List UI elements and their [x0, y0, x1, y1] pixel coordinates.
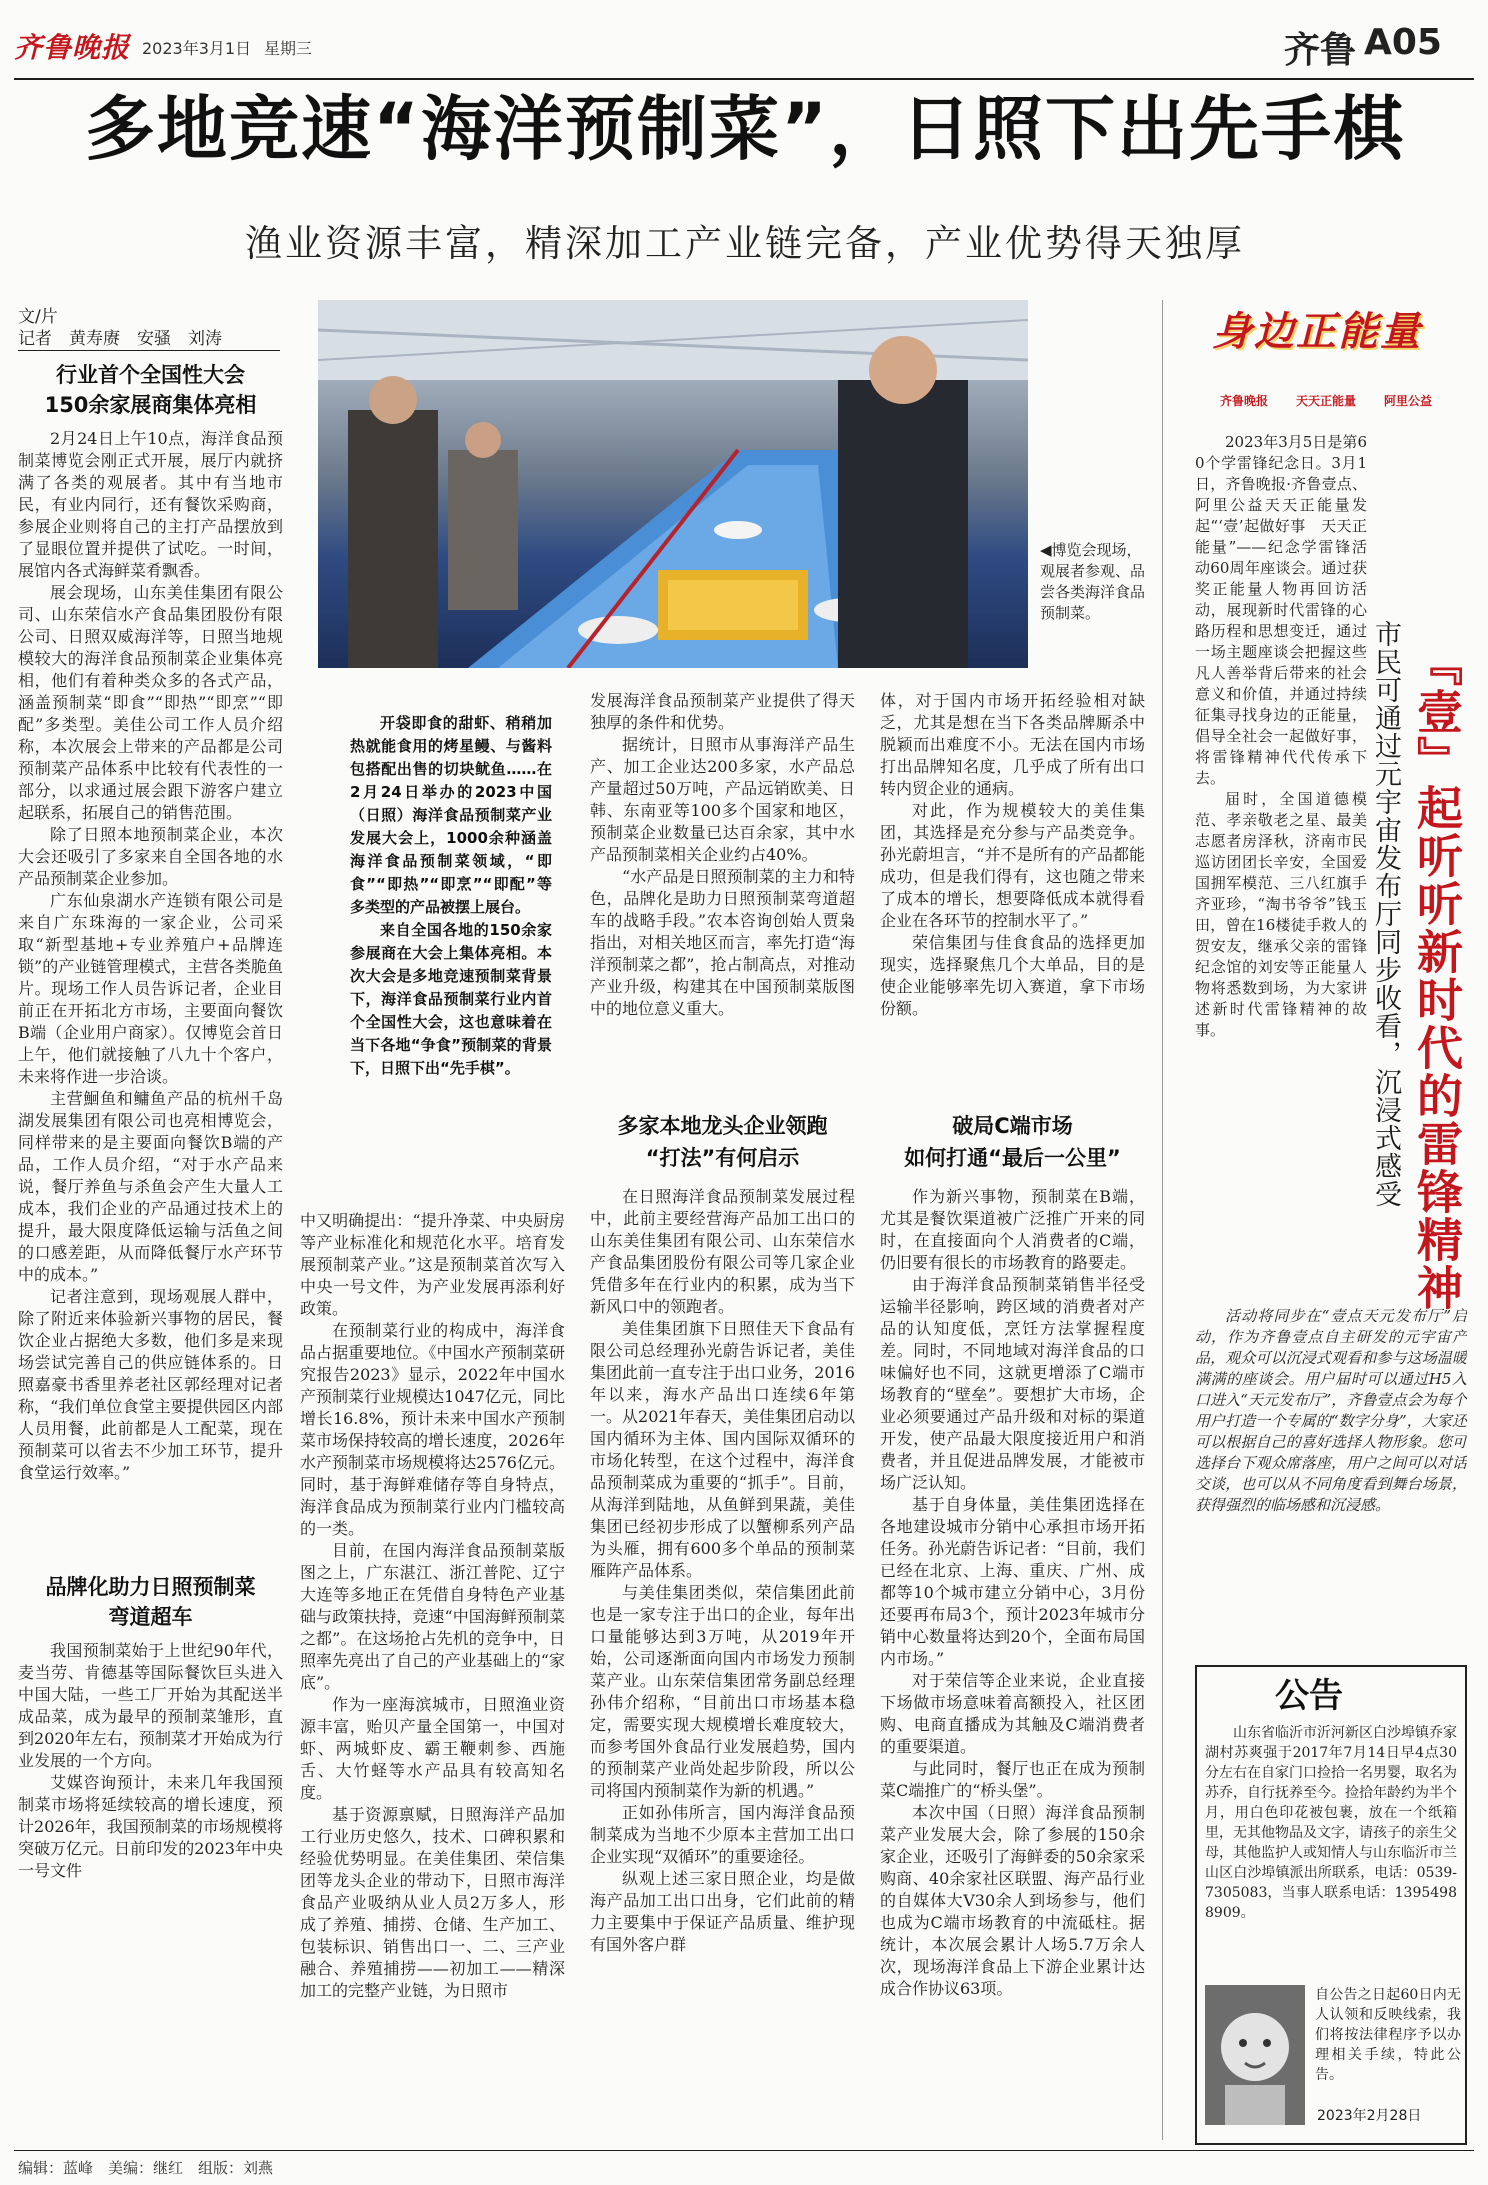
- paragraph: 广东仙泉湖水产连锁有限公司是来自广东珠海的一家企业，公司采取“新型基地+专业养殖户+品牌连锁”的产业链管理模式，主营各类脆鱼片。现场工作人员告诉记者，企业目前正在开拓北方市场，主要面向餐饮B端（企业用户商家）。仅博览会首日上午，他们就接触了八九十个客户，未来将作进一步洽谈。: [18, 891, 283, 1086]
- paragraph: 荣信集团与佳食食品的选择更加现实，选择聚焦几个大单品，目的是使企业能够率先切入赛道，拿下市场份额。: [880, 933, 1145, 1018]
- paragraph: 活动将同步在“壹点天元发布厅”启动，作为齐鲁壹点自主研发的元宇宙产品，观众可以沉浸式观看和参与这场温暖满满的座谈会。用户届时可以通过H5入口进入“天元发布厅”，齐鲁壹点会为每个用户打造一个专属的“数字分身”，大家还可以根据自己的喜好选择人物形象。您可选择台下观众席落座，用户之间可以对话交谈，也可以从不同角度看到舞台场景，获得强烈的临场感和沉浸感。: [1195, 1307, 1467, 1514]
- paragraph: 我国预制菜始于上世纪90年代，麦当劳、肯德基等国际餐饮巨头进入中国大陆，一些工厂开始为其配送半成品菜，成为最早的预制菜雏形，直到2020年左右，预制菜才开始成为行业发展的一个方向。: [18, 1641, 283, 1770]
- paragraph: 主营鮰鱼和鳙鱼产品的杭州千岛湖发展集团有限公司也亮相博览会，同样带来的是主要面向餐饮B端的产品，工作人员介绍，“对于水产品来说，餐厅养鱼与杀鱼会产生大量人工成本，我们企业的产品通过技术上的提升，最大限度降低运输与活鱼之间的口感差距，从而降低餐厅水产环节中的成本。”: [18, 1089, 283, 1284]
- paragraph: 正如孙伟所言，国内海洋食品预制菜成为当地不少原本主营加工出口企业实现“双循环”的重要途径。: [590, 1803, 855, 1866]
- article-text: [590, 1186, 855, 2136]
- paragraph: 目前，在国内海洋食品预制菜版图之上，广东湛江、浙江普陀、辽宁大连等多地正在凭借自身特色产业基础与政策扶持，竞速“中国海鲜预制菜之都”。在这场抢占先机的竞争中，日照率先亮出了自己的产业基础上的“家底”。: [300, 1541, 565, 1692]
- sidebar-text-upper: [1195, 432, 1367, 1308]
- caption-text: ◀博览会现场，观展者参观、品尝各类海洋食品预制菜。: [1040, 541, 1146, 622]
- photo-illustration: [318, 300, 1028, 668]
- article-text: [880, 1186, 1145, 2136]
- paragraph: 美佳集团旗下日照佳天下食品有限公司总经理孙光蔚告诉记者，美佳集团此前一直专注于出口业务，2016年以来，海水产品出口连续6年第一。从2021年春天，美佳集团启动以国内循环为主体、国内国际双循环的市场化转型，在这个过程中，海洋食品预制菜成为重要的“抓手”。目前，从海洋到陆地，从鱼鲜到果蔬，美佳集团已经初步形成了以蟹柳系列产品为头雁，拥有600多个单品的预制菜雁阵产品体系。: [590, 1319, 855, 1580]
- paragraph: 纵观上述三家日照企业，均是做海产品加工出口出身，它们此前的精力主要集中于保证产品质量、维护现有国外客户群: [590, 1869, 855, 1954]
- paragraph: 展会现场，山东美佳集团有限公司、山东荣信水产食品集团股份有限公司、日照双威海洋等，日照当地规模较大的海洋食品预制菜企业集体亮相，他们有着种类众多的各式产品，涵盖预制菜“即食”“即热”“即烹”“即配”多类型。美佳公司工作人员介绍称，本次展会上带来的产品都是公司预制菜产品体系中比较有代表性的一部分，以求通过展会跟下游客户建立起联系，拓展自己的销售范围。: [18, 583, 283, 822]
- paragraph: 对于荣信等企业来说，企业直接下场做市场意味着高额投入，社区团购、电商直播成为其触及C端消费者的重要渠道。: [880, 1671, 1145, 1756]
- sub-headline: 渔业资源丰富，精深加工产业链完备，产业优势得天独厚: [245, 222, 1245, 265]
- section-heading: 破局C端市场 如何打通“最后一公里”: [904, 1114, 1121, 1170]
- notice-paragraph: 山东省临沂市沂河新区白沙埠镇乔家湖村苏爽强于2017年7月14日早4点30分左右在自家门口捡拾一名男婴，取名为苏乔，自行抚养至今。捡拾年龄约为半个月，用白色印花被包裹，放在一个纸箱里，无其他物品及文字，请孩子的亲生父母，其他监护人或知情人与山东临沂市兰山区白沙埠镇派出所联系，电话：0539-7305083，当事人联系电话：13954988909。: [1205, 1725, 1457, 1921]
- lead-box: [300, 672, 562, 1170]
- article-text: [18, 428, 283, 1556]
- byline-reporters: 记者 黄寿赓 安骚 刘涛: [18, 329, 222, 349]
- expo-photo: [318, 300, 1028, 668]
- paragraph: 作为新兴事物，预制菜在B端，尤其是餐饮渠道被广泛推广开来的同时，在直接面向个人消费者的C端，仍旧要有很长的市场教育的路要走。: [880, 1187, 1145, 1272]
- lead-text: [350, 712, 552, 1080]
- notice-title: 公告: [1275, 1676, 1343, 1716]
- paragraph: “水产品是日照预制菜的主力和特色，品牌化是助力日照预制菜弯道超车的战略手段。”农本咨询创始人贾枭指出，对相关地区而言，率先打造“海洋预制菜之都”，抢占制高点，对推动产业升级，构建其在中国预制菜版图中的地位意义重大。: [590, 867, 855, 1018]
- article-text: [880, 690, 1145, 1090]
- child-portrait: [1205, 1985, 1305, 2125]
- footer-credits: 编辑：蓝峰 美编：继红 组版：刘燕: [18, 2159, 274, 2177]
- paragraph: 与此同时，餐厅也正在成为预制菜C端推广的“桥头堡”。: [880, 1759, 1145, 1800]
- masthead: [14, 12, 1474, 72]
- paragraph: 体，对于国内市场开拓经验相对缺乏，尤其是想在当下各类品牌厮杀中脱颖而出难度不小。无法在国内市场打出品牌知名度，几乎成了所有出口转内贸企业的通病。: [880, 691, 1145, 798]
- paragraph: 由于海洋食品预制菜销售半径受运输半径影响，跨区域的消费者对产品的认知度低，烹饪方法掌握程度差。同时，不同地域对海洋食品的口味偏好也不同，这就更增添了C端市场教育的“壁垒”。要想扩大市场，企业必须要通过产品升级和对标的渠道开发，使产品最大限度接近用户和消费者，并且促进品牌发展，才能被市场广泛认知。: [880, 1275, 1145, 1492]
- paragraph: 除了日照本地预制菜企业，本次大会还吸引了多家来自全国各地的水产品预制菜企业参加。: [18, 825, 283, 888]
- notice-text: [1205, 1723, 1457, 1993]
- column-3: [590, 690, 855, 2136]
- paragraph: 基于自身体量，美佳集团选择在各地建设城市分销中心承担市场开拓任务。孙光蔚告诉记者：“目前，我们已经在北京、上海、重庆、广州、成都等10个城市建立分销中心，3月份还要再布局3个，预计2023年城市分销中心数量将达到20个，全面布局国内市场。”: [880, 1495, 1145, 1668]
- paragraph: 对此，作为规模较大的美佳集团，其选择是充分参与产品类竞争。孙光蔚坦言，“并不是所有的产品都能成功，但是我们得有，这也随之带来了成本的增长，想要降低成本就得看企业在各环节的控制水平了。”: [880, 801, 1145, 930]
- section-heading: 行业首个全国性大会 150余家展商集体亮相: [44, 363, 257, 417]
- notice-side-text: [1315, 1985, 1461, 2095]
- section-heading: 品牌化助力日照预制菜 弯道超车: [45, 1575, 256, 1629]
- sidebar-text-lower: [1195, 1306, 1467, 1636]
- paragraph: 艾媒咨询预计，未来几年我国预制菜市场将延续较高的增长速度，预计2026年，我国预制菜的市场规模将突破万亿元。日前印发的2023年中央一号文件: [18, 1773, 283, 1880]
- paragraph: 在预制菜行业的构成中，海洋食品占据重要地位。《中国水产预制菜研究报告2023》显示，2022年中国水产预制菜行业规模达1047亿元，同比增长16.8%，预计未来中国水产预制菜市场保持较高的增长速度，2026年水产预制菜市场规模将达2576亿元。同时，基于海鲜难储存等自身特点，海洋食品成为预制菜行业内门槛较高的一类。: [300, 1321, 565, 1538]
- banner-logo-2: 天天正能量: [1296, 394, 1357, 408]
- paragraph: 在日照海洋食品预制菜发展过程中，此前主要经营海产品加工出口的山东美佳集团有限公司、山东荣信水产食品集团股份有限公司等几家企业凭借多年在行业内的积累，成为当下新风口中的领跑者。: [590, 1187, 855, 1316]
- banner-logo-3: 阿里公益: [1384, 394, 1433, 408]
- byline-label: 文/片: [18, 307, 58, 327]
- lead-paragraph: 开袋即食的甜虾、稍稍加热就能食用的烤星鳗、与酱料包搭配出售的切块鱿鱼……在2月24日举办的2023中国（日照）海洋食品预制菜产业发展大会上，1000余种涵盖海洋食品预制菜领域，“即食”“即热”“即烹”“即配”等多类型的产品被摆上展台。: [350, 714, 552, 916]
- paragraph: 2023年3月5日是第60个学雷锋纪念日。3月1日，齐鲁晚报·齐鲁壹点、阿里公益天天正能量发起“‘壹’起做好事 天天正能量”——纪念学雷锋活动60周年座谈会。通过获奖正能量人物再回访活动，展现新时代雷锋的心路历程和思想变迁，通过一场主题座谈会把握这些凡人善举背后带来的社会意义和价值，并通过持续征集寻找身边的正能量，倡导全社会一起做好事，将雷锋精神代代传承下去。: [1195, 433, 1367, 787]
- column-4: [880, 690, 1145, 2136]
- section-heading: 多家本地龙头企业领跑 “打法”有何启示: [617, 1114, 828, 1170]
- banner-title: 身边正能量: [1212, 309, 1422, 355]
- paragraph: 作为一座海滨城市，日照渔业资源丰富，贻贝产量全国第一，中国对虾、两城虾皮、霸王鞭刺参、西施舌、大竹蛏等水产品具有较高知名度。: [300, 1695, 565, 1802]
- newspaper-logo: 齐鲁晚报: [14, 31, 131, 64]
- footer-rule: [14, 2150, 1474, 2151]
- sidebar-vertical-title: 『壹』起听听新时代的雷锋精神: [1410, 640, 1464, 1312]
- article-text: [18, 1640, 283, 2080]
- child-photo: [1205, 1985, 1305, 2125]
- paragraph: 记者注意到，现场观展人群中，除了附近来体验新兴事物的居民，餐饮企业占据绝大多数，他们多是来现场尝试完善自己的供应链体系的。日照嘉豪书香里养老社区郭经理对记者称，“我们单位食堂主要提供园区内部人员用餐，此前都是人工配菜，现在预制菜可以省去不少加工环节，提升食堂运行效率。”: [18, 1287, 283, 1482]
- issue-date: 2023年3月1日: [142, 39, 252, 58]
- column-divider: [1162, 300, 1163, 2140]
- article-text: [590, 690, 855, 1090]
- paragraph: 本次中国（日照）海洋食品预制菜产业发展大会，除了参展的150余家企业，还吸引了海鲜委的50余家采购商、40余家社区联盟、海产品行业的自媒体大V30余人到场参与，他们也成为C端市场教育的中流砥柱。据统计，本次展会累计人场5.7万余人次，现场海洋食品上下游企业累计达成合作协议63项。: [880, 1803, 1145, 1998]
- paragraph: 发展海洋食品预制菜产业提供了得天独厚的条件和优势。: [590, 691, 855, 732]
- notice-box: [1195, 1665, 1467, 2145]
- paragraph: 与美佳集团类似，荣信集团此前也是一家专注于出口的企业，每年出口量能够达到3万吨，从2019年开始，公司逐渐面向国内市场发力预制菜产业。山东荣信集团常务副总经理孙伟介绍称，“目前出口市场基本稳定，需要实现大规模增长难度较大，而参考国外食品行业发展趋势，国内的预制菜产业尚处起步阶段，所以公司将国内预制菜作为新的机遇。”: [590, 1583, 855, 1800]
- paragraph: 中又明确提出：“提升净菜、中央厨房等产业标准化和规范化水平。培育发展预制菜产业。”这是预制菜首次写入中央一号文件，为产业发展再添利好政策。: [300, 1211, 565, 1318]
- photo-caption: [1040, 540, 1150, 624]
- positive-energy-banner: [1200, 300, 1460, 420]
- paragraph: 届时，全国道德模范、孝亲敬老之星、最美志愿者房泽秋，济南市民巡访团团长辛安，全国爱国拥军模范、三八红旗手齐亚珍，“淘书爷爷”钱玉田，曾在16楼徒手救人的贺安友，继承父亲的雷锋纪念馆的刘安等正能量人物将悉数到场，为大家讲述新时代雷锋精神的故事。: [1195, 790, 1367, 1039]
- page-number: A05: [1364, 22, 1442, 63]
- paragraph: 基于资源禀赋，日照海洋产品加工行业历史悠久，技术、口碑积累和经验优势明显。在美佳集团、荣信集团等龙头企业的带动下，日照市海洋食品产业吸纳从业人员2万多人，形成了养殖、捕捞、仓储、生产加工、包装标识、销售出口一、二、三产业融合、养殖捕捞——初加工——精深加工的完整产业链，为日照市: [300, 1805, 565, 2000]
- column-1: [18, 360, 283, 2080]
- lead-paragraph: 来自全国各地的150余家参展商在大会上集体亮相。本次大会是多地竞速预制菜背景下，海洋食品预制菜行业内首个全国性大会，这也意味着在当下各地“争食”预制菜的背景下，日照下出“先手棋”。: [350, 921, 552, 1077]
- byline-rule: [18, 350, 280, 351]
- notice-date: 2023年2月28日: [1317, 2108, 1422, 2124]
- issue-weekday: 星期三: [264, 39, 313, 58]
- header-rule: [14, 78, 1474, 80]
- banner-logo-1: 齐鲁晚报: [1220, 394, 1269, 408]
- paragraph: 据统计，日照市从事海洋产品生产、加工企业达200多家，水产品总产量超过50万吨，产品远销欧美、日韩、东南亚等100多个国家和地区，预制菜企业数量已达百余家，其中水产品预制菜相关企业约占40%。: [590, 735, 855, 864]
- main-headline: 多地竞速“海洋预制菜”，日照下出先手棋: [84, 88, 1405, 170]
- notice-side: 自公告之日起60日内无人认领和反映线索，我们将按法律程序予以办理相关手续，特此公告。: [1315, 1987, 1461, 2083]
- paragraph: 2月24日上午10点，海洋食品预制菜博览会刚正式开展，展厅内就挤满了各类的观展者。其中有当地市民，有业内同行，还有餐饮采购商，参展企业则将自己的主打产品摆放到了显眼位置并提供了试吃。一时间，展馆内各式海鲜菜肴飘香。: [18, 429, 283, 580]
- sidebar-vertical-subtitle: 市民可通过元宇宙发布厅同步收看，沉浸式感受: [1370, 620, 1401, 1208]
- column-2: [300, 1210, 565, 2140]
- section-name: 齐鲁: [1284, 30, 1357, 71]
